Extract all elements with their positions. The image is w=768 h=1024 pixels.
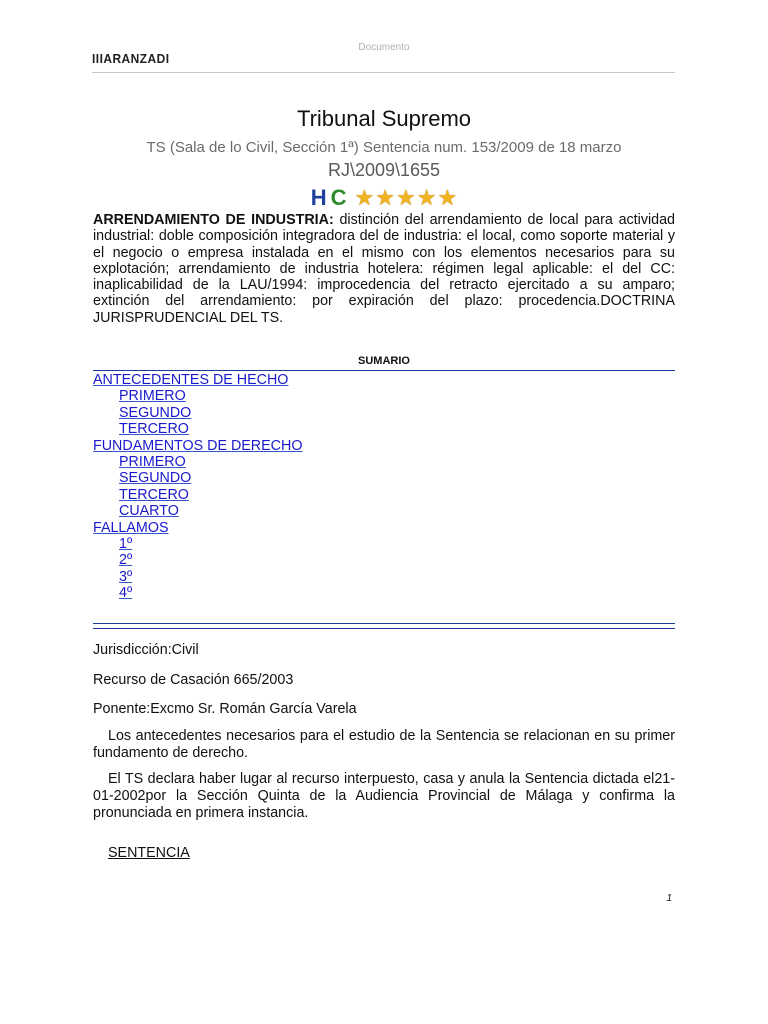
sumario-heading: SUMARIO bbox=[358, 355, 410, 367]
toc-subitem-link[interactable]: TERCERO bbox=[119, 421, 189, 438]
sentencia-heading[interactable]: SENTENCIA bbox=[108, 845, 190, 861]
sumario-double-divider bbox=[93, 623, 675, 629]
toc-subitem-link[interactable]: 1º bbox=[119, 536, 133, 553]
star-icon: ★ bbox=[416, 185, 437, 210]
meta-jurisdiccion: Jurisdicción:Civil bbox=[93, 642, 199, 658]
star-icon: ★ bbox=[437, 185, 458, 210]
toc-subitem-link[interactable]: SEGUNDO bbox=[119, 404, 192, 421]
meta-ponente: Ponente:Excmo Sr. Román García Varela bbox=[93, 701, 357, 717]
header-divider bbox=[92, 72, 675, 73]
badge-h-icon: H bbox=[310, 185, 327, 210]
toc-subitem-link[interactable]: PRIMERO bbox=[119, 388, 186, 405]
page-number: 1 bbox=[666, 893, 672, 904]
document-badges bbox=[0, 186, 768, 210]
sumario-divider bbox=[93, 370, 675, 371]
toc-subitem-link[interactable]: 3º bbox=[119, 568, 133, 585]
badge-c-icon: C bbox=[330, 185, 347, 210]
toc-subitem-link[interactable]: TERCERO bbox=[119, 486, 189, 503]
toc-subitem-link[interactable]: PRIMERO bbox=[119, 454, 186, 471]
aranzadi-logo: IIIARANZADI bbox=[92, 51, 170, 66]
toc-subitem-link[interactable]: CUARTO bbox=[119, 503, 179, 520]
toc-subitem-link[interactable]: SEGUNDO bbox=[119, 470, 192, 487]
body-paragraph-1: Los antecedentes necesarios para el estudio de la Sentencia se relacionan en su primer fundamento de derecho. bbox=[93, 728, 675, 761]
toc-section-link[interactable]: FUNDAMENTOS DE DERECHO bbox=[93, 437, 303, 454]
summary-keyword: ARRENDAMIENTO DE INDUSTRIA: bbox=[93, 212, 334, 228]
toc-subitem-link[interactable]: 2º bbox=[119, 552, 133, 569]
toc-section-link[interactable]: ANTECEDENTES DE HECHO bbox=[93, 372, 289, 388]
document-reference: RJ\2009\1655 bbox=[327, 160, 441, 180]
star-icon: ★ bbox=[375, 185, 396, 210]
star-icon: ★ bbox=[396, 185, 416, 210]
document-subtitle: TS (Sala de lo Civil, Sección 1ª) Sentencia num. 153/2009 de 18 marzo bbox=[146, 139, 622, 156]
meta-recurso: Recurso de Casación 665/2003 bbox=[93, 672, 294, 688]
summary-text: distinción del arrendamiento de local para actividad industrial: doble composición integradora del de industria: el local, como soporte material y el negocio o empresa instalada en el mismo con los elementos necesarios para su explotación; arrendamiento de industria hotelera: régimen legal aplicable: el del CC: inaplicabilidad de la LAU/1994: improcedencia del retracto ejercitado a su amparo; extinción del arrendamiento: por expiración del plazo: procedencia.DOCTRINA JURISPRUDENCIAL DEL TS. bbox=[93, 212, 675, 326]
sumario-toc bbox=[93, 372, 675, 602]
header-label: Documento bbox=[358, 42, 410, 53]
document-summary bbox=[93, 212, 675, 326]
toc-section-link[interactable]: FALLAMOS bbox=[93, 519, 169, 536]
star-icon: ★ bbox=[354, 185, 375, 210]
document-title: Tribunal Supremo bbox=[296, 106, 472, 131]
body-paragraph-2: El TS declara haber lugar al recurso interpuesto, casa y anula la Sentencia dictada el21-01-2002por la Sección Quinta de la Audiencia Provincial de Málaga y confirma la pronunciada en primera instancia. bbox=[93, 771, 675, 821]
rating-stars bbox=[355, 187, 458, 209]
toc-subitem-link[interactable]: 4º bbox=[119, 585, 133, 602]
